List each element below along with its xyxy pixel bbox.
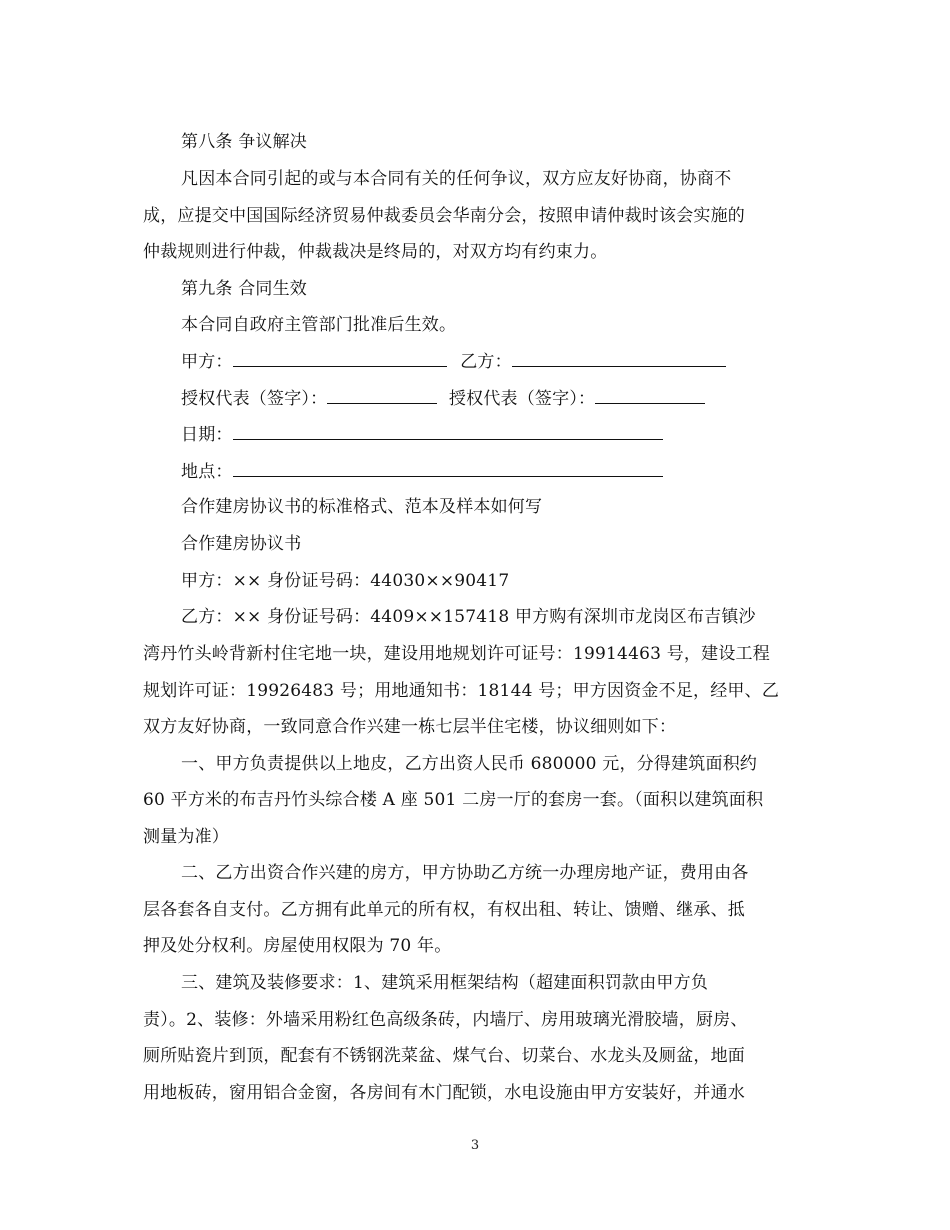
- article9-title: 第九条 合同生效: [181, 279, 308, 299]
- clause-3-line-2: 责）。2、装修：外墙采用粉红色高级条砖，内墙厅、房用玻璃光滑胶墙，厨房、: [143, 1010, 748, 1030]
- page-number: 3: [470, 1138, 480, 1153]
- place-label: 地点：: [181, 462, 233, 482]
- party-a-blank: [233, 351, 447, 367]
- article8-body-line-2: 成，应提交中国国际经济贸易仲裁委员会华南分会，按照申请仲裁时该会实施的: [143, 206, 745, 226]
- rep-b-label: 授权代表（签字）：: [448, 389, 596, 409]
- clause-3-line-4: 用地板砖，窗用铝合金窗，各房间有木门配锁，水电设施由甲方安装好，并通水: [143, 1083, 745, 1103]
- signature-rep-row: [181, 388, 705, 410]
- party-b-para-line-1: 乙方：×× 身份证号码：4409××157418 甲方购有深圳市龙岗区布吉镇沙: [181, 607, 756, 627]
- party-a-label: 甲方：: [181, 352, 233, 372]
- party-b-para-line-4: 双方友好协商，一致同意合作兴建一栋七层半住宅楼，协议细则如下：: [143, 717, 677, 737]
- article8-body-line-3: 仲裁规则进行仲裁，仲裁裁决是终局的，对双方均有约束力。: [143, 242, 608, 262]
- clause-1-line-1: 一、甲方负责提供以上地皮，乙方出资人民币 680000 元，分得建筑面积约: [181, 754, 758, 774]
- clause-2-line-1: 二、乙方出资合作兴建的房方，甲方协助乙方统一办理房地产证，费用由各: [181, 863, 749, 883]
- clause-3-line-1: 三、建筑及装修要求：1、建筑采用框架结构（超建面积罚款由甲方负: [181, 973, 709, 993]
- section-heading-2: 合作建房协议书: [181, 534, 302, 554]
- party-b-blank: [512, 351, 726, 367]
- rep-a-blank: [327, 388, 437, 404]
- clause-2-line-2: 层各套各自支付。乙方拥有此单元的所有权，有权出租、转让、馈赠、继承、抵: [143, 900, 745, 920]
- date-blank: [233, 424, 663, 440]
- date-label: 日期：: [181, 425, 233, 445]
- rep-b-blank: [595, 388, 705, 404]
- signature-date-row: [181, 424, 663, 446]
- party-b-label: 乙方：: [460, 352, 512, 372]
- rep-a-label: 授权代表（签字）：: [181, 389, 328, 409]
- clause-1-line-3: 测量为准）: [143, 827, 229, 847]
- article9-body: 本合同自政府主管部门批准后生效。: [181, 315, 457, 335]
- article8-body-line-1: 凡因本合同引起的或与本合同有关的任何争议，双方应友好协商，协商不: [181, 169, 732, 189]
- party-b-para-line-2: 湾丹竹头岭背新村住宅地一块，建设用地规划许可证号：19914463 号，建设工程: [143, 644, 770, 664]
- section-heading-1: 合作建房协议书的标准格式、范本及样本如何写: [181, 497, 543, 517]
- party-a-info: 甲方：×× 身份证号码：44030××90417: [181, 571, 510, 591]
- party-b-para-line-3: 规划许可证：19926483 号；用地通知书：18144 号；甲方因资金不足，经甲、乙: [143, 681, 780, 701]
- clause-3-line-3: 厕所贴瓷片到顶，配套有不锈钢洗菜盆、煤气台、切菜台、水龙头及厕盆，地面: [143, 1046, 745, 1066]
- clause-1-line-2: 60 平方米的布吉丹竹头综合楼 A 座 501 二房一厅的套房一套。（面积以建筑面积: [143, 790, 764, 810]
- signature-party-a-row: [181, 351, 726, 373]
- article8-title: 第八条 争议解决: [181, 132, 308, 152]
- place-blank: [233, 461, 663, 477]
- clause-2-line-3: 押及处分权利。房屋使用权限为 70 年。: [143, 936, 452, 956]
- signature-place-row: [181, 461, 663, 483]
